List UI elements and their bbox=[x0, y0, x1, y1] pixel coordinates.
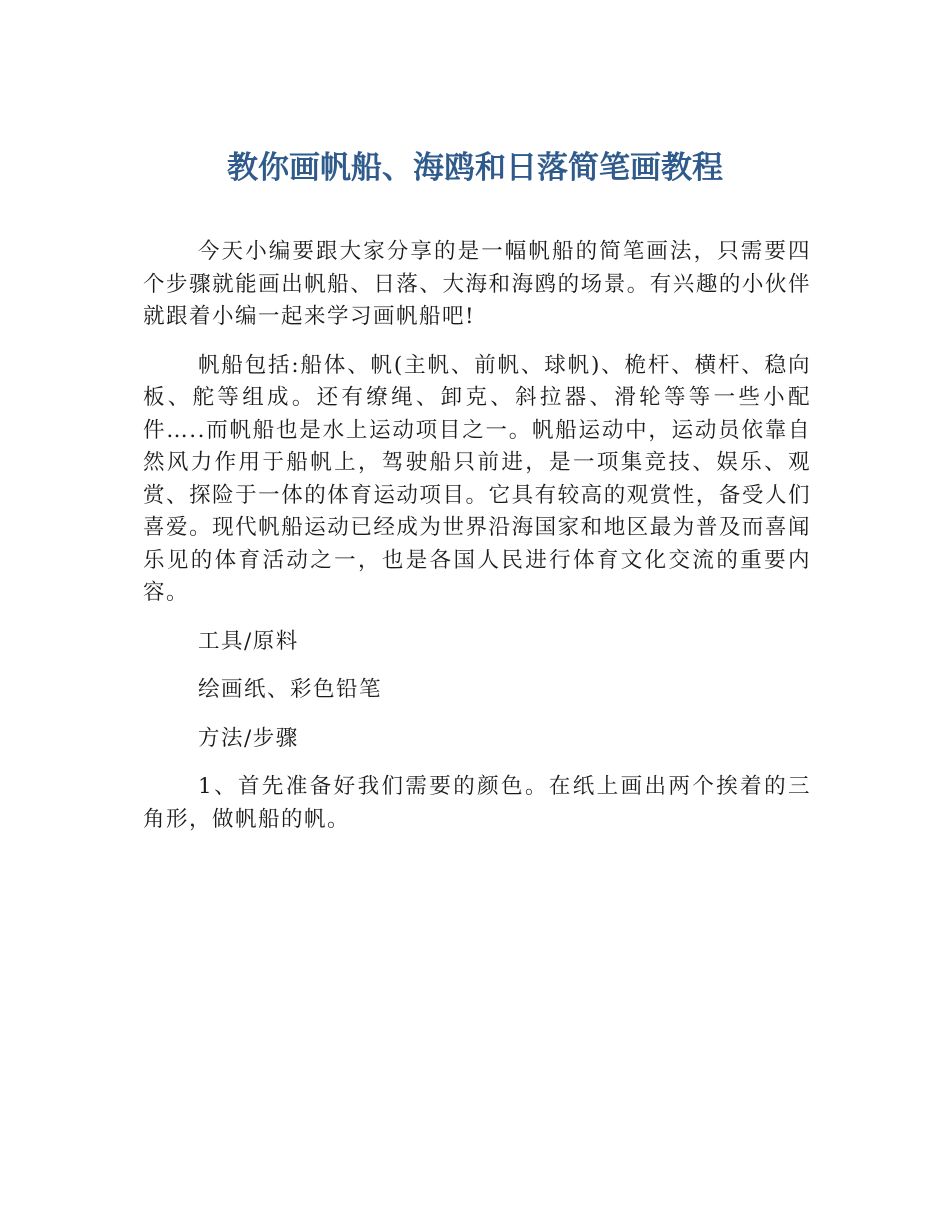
page-title: 教你画帆船、海鸥和日落简笔画教程 bbox=[227, 150, 723, 186]
tools-list: 绘画纸、彩色铅笔 bbox=[198, 677, 383, 702]
tools-heading: 工具/原料 bbox=[198, 628, 299, 654]
method-heading: 方法/步骤 bbox=[198, 725, 299, 751]
article-body bbox=[143, 236, 811, 852]
step-1-paragraph: 1、首先准备好我们需要的颜色。在纸上画出两个挨着的三角形，做帆船的帆。 bbox=[143, 774, 811, 832]
intro-paragraph: 今天小编要跟大家分享的是一幅帆船的简笔画法，只需要四个步骤就能画出帆船、日落、大海和海鸥的场景。有兴趣的小伙伴就跟着小编一起来学习画帆船吧! bbox=[143, 239, 811, 329]
sailboat-description-paragraph: 帆船包括:船体、帆(主帆、前帆、球帆)、桅杆、横杆、稳向板、舵等组成。还有缭绳、卸克、斜拉器、滑轮等等一些小配件…..而帆船也是水上运动项目之一。帆船运动中，运动员依靠自然风力作用于船帆上，驾驶船只前进，是一项集竞技、娱乐、观赏、探险于一体的体育运动项目。它具有较高的观赏性，备受人们喜爱。现代帆船运动已经成为世界沿海国家和地区最为普及而喜闻乐见的体育活动之一，也是各国人民进行体育文化交流的重要内容。 bbox=[143, 352, 811, 605]
